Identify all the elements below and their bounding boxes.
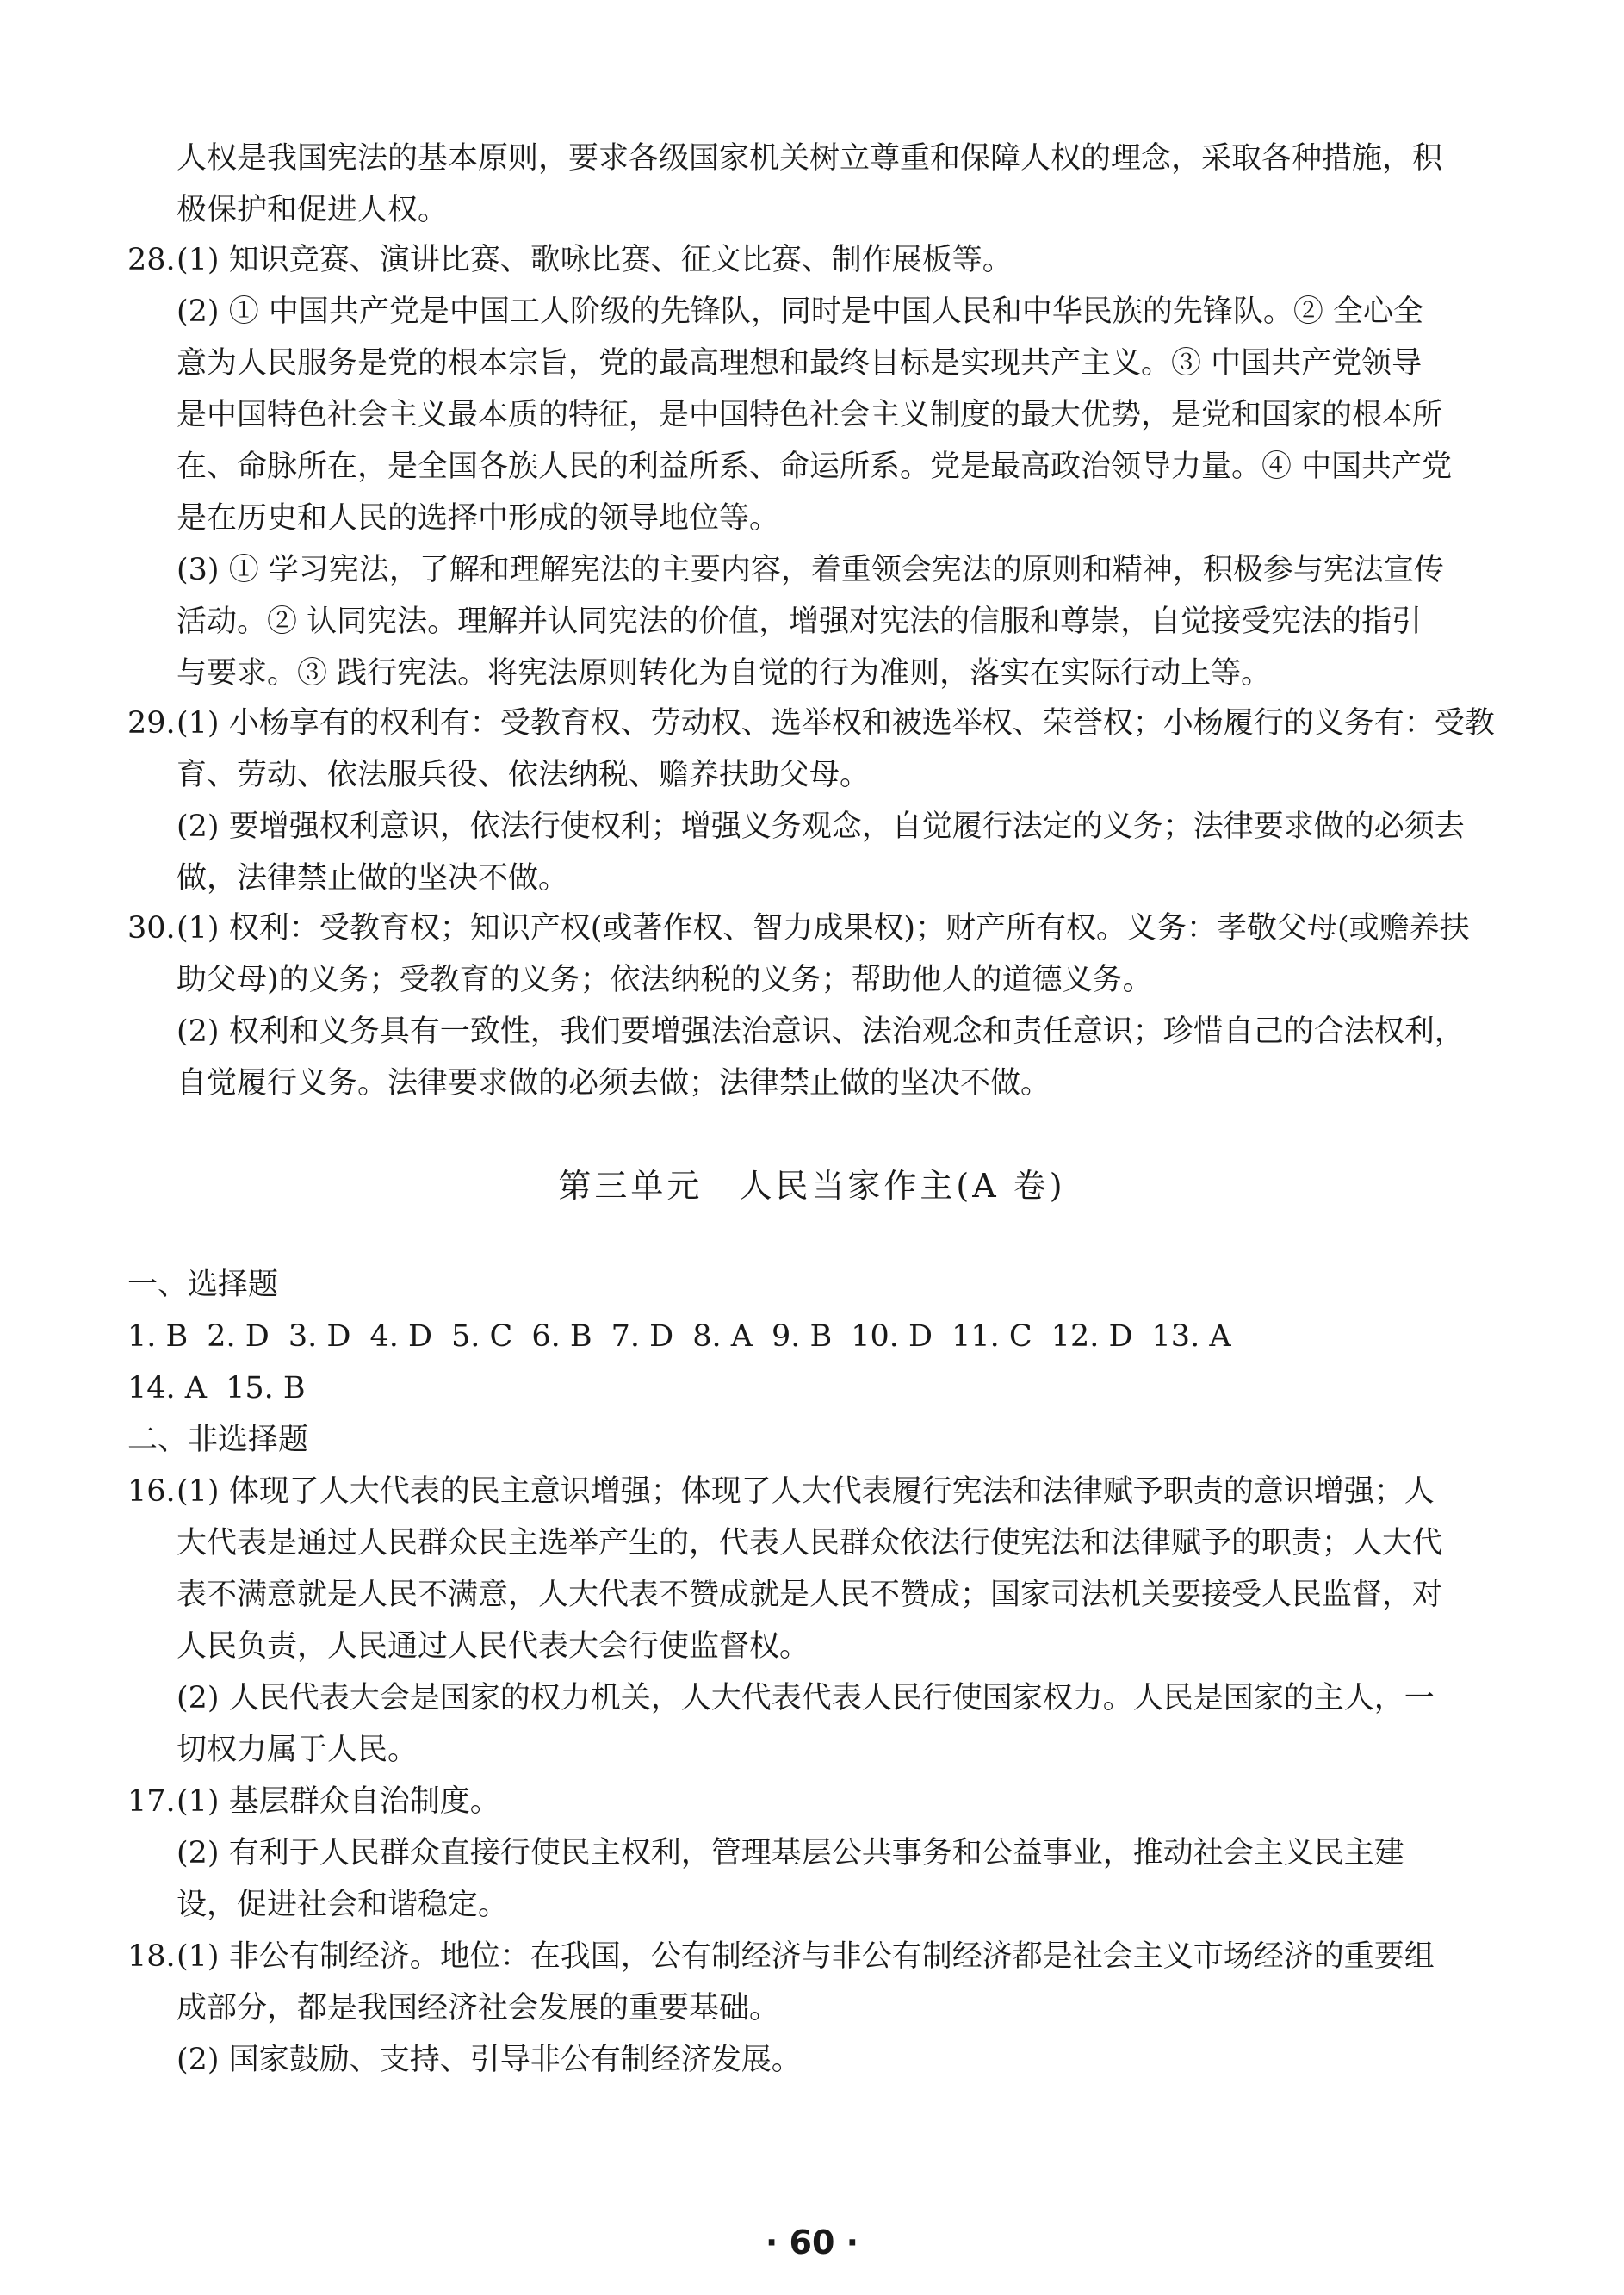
answer-item: 1. B [127,1319,189,1354]
answer-item: 11. C [951,1319,1032,1354]
text-line: 表不满意就是人民不满意，人大代表不赞成就是人民不赞成；国家司法机关要接受人民监督，对 [177,1578,1443,1612]
answer-item: 9. B [771,1319,833,1354]
text-line: 活动。② 认同宪法。理解并认同宪法的价值，增强对宪法的信服和尊崇，自觉接受宪法的指引 [177,605,1423,639]
text-line: 与要求。③ 践行宪法。将宪法原则转化为自觉的行为准则，落实在实际行动上等。 [177,656,1272,691]
question-16-line: 16.(1) 体现了人大代表的民主意识增强；体现了人大代表履行宪法和法律赋予职责的意识增强；人 [127,1474,1435,1509]
question-28-line: 28.(1) 知识竞赛、演讲比赛、歌咏比赛、征文比赛、制作展板等。 [127,243,1013,277]
question-number: 30. [127,911,176,946]
answer-item: 13. A [1151,1319,1231,1354]
question-30-line: 30.(1) 权利：受教育权；知识产权(或著作权、智力成果权)；财产所有权。义务：孝敬父母(或赡养扶 [127,911,1470,946]
text-line: 做，法律禁止做的坚决不做。 [177,861,569,896]
text-line: 人权是我国宪法的基本原则，要求各级国家机关树立尊重和保障人权的理念，采取各种措施，积 [177,141,1443,176]
answer-item: 8. A [692,1319,753,1354]
text-line: (2) 人民代表大会是国家的权力机关，人大代表代表人民行使国家权力。人民是国家的主人，一 [177,1681,1435,1715]
text-line: (2) 有利于人民群众直接行使民主权利，管理基层公共事务和公益事业，推动社会主义民主建 [177,1836,1404,1870]
text-line: (2) ① 中国共产党是中国工人阶级的先锋队，同时是中国人民和中华民族的先锋队。② 全心全 [177,295,1423,329]
text-line: 成部分，都是我国经济社会发展的重要基础。 [177,1991,780,2025]
text-line: (2) 国家鼓励、支持、引导非公有制经济发展。 [177,2043,802,2077]
question-number: 16. [127,1474,176,1509]
text-line: 人民负责，人民通过人民代表大会行使监督权。 [177,1629,810,1664]
answer-item: 3. D [288,1319,351,1354]
text-line: 是中国特色社会主义最本质的特征，是中国特色社会主义制度的最大优势，是党和国家的根本所 [177,398,1443,432]
text-line: (2) 权利和义务具有一致性，我们要增强法治意识、法治观念和责任意识；珍惜自己的合法权利， [177,1014,1465,1049]
question-17-line: 17.(1) 基层群众自治制度。 [127,1784,500,1819]
text-line: 自觉履行义务。法律要求做的必须去做；法律禁止做的坚决不做。 [177,1066,1051,1101]
text-line: 在、命脉所在，是全国各族人民的利益所系、命运所系。党是最高政治领导力量。④ 中国共产党 [177,450,1453,484]
answer-item: 10. D [851,1319,933,1354]
question-number: 28. [127,243,176,277]
page-number: · 60 · [765,2224,859,2261]
text-line: 设，促进社会和谐稳定。 [177,1888,509,1922]
text-line: 切权力属于人民。 [177,1733,418,1767]
text-line: (2) 要增强权利意识，依法行使权利；增强义务观念，自觉履行法定的义务；法律要求做的必须去 [177,809,1465,844]
text-line: 意为人民服务是党的根本宗旨，党的最高理想和最终目标是实现共产主义。③ 中国共产党领导 [177,346,1423,381]
answer-item: 7. D [611,1319,674,1354]
question-number: 17. [127,1784,176,1819]
question-29-line: 29.(1) 小杨享有的权利有：受教育权、劳动权、选举权和被选举权、荣誉权；小杨履行的义务有：受教 [127,706,1495,741]
answer-item: 4. D [369,1319,433,1354]
nonmc-heading: 二、非选择题 [127,1423,309,1457]
answer-item: 5. C [451,1319,513,1354]
question-18-line: 18.(1) 非公有制经济。地位：在我国，公有制经济与非公有制经济都是社会主义市场经济的重要组 [127,1939,1435,1974]
text-line: 极保护和促进人权。 [177,193,449,227]
question-number: 29. [127,706,176,741]
text-line: 大代表是通过人民群众民主选举产生的，代表人民群众依法行使宪法和法律赋予的职责；人大代 [177,1526,1443,1560]
answer-item: 15. B [226,1371,306,1405]
question-number: 18. [127,1939,176,1974]
text-line: 是在历史和人民的选择中形成的领导地位等。 [177,501,780,536]
answer-item: 6. B [531,1319,592,1354]
answer-item: 2. D [207,1319,270,1354]
mc-answers-row [127,1318,1250,1355]
section-title: 第三单元 人民当家作主(A 卷) [558,1167,1066,1205]
mc-answers-row [127,1369,325,1407]
text-line: (3) ① 学习宪法，了解和理解宪法的主要内容，着重领会宪法的原则和精神，积极参与宪法宣传 [177,553,1444,587]
text-line: 助父母)的义务；受教育的义务；依法纳税的义务；帮助他人的道德义务。 [177,963,1153,997]
mc-heading: 一、选择题 [127,1268,279,1302]
text-line: 育、劳动、依法服兵役、依法纳税、赡养扶助父母。 [177,758,871,792]
answer-item: 14. A [127,1371,208,1405]
answer-item: 12. D [1051,1319,1133,1354]
